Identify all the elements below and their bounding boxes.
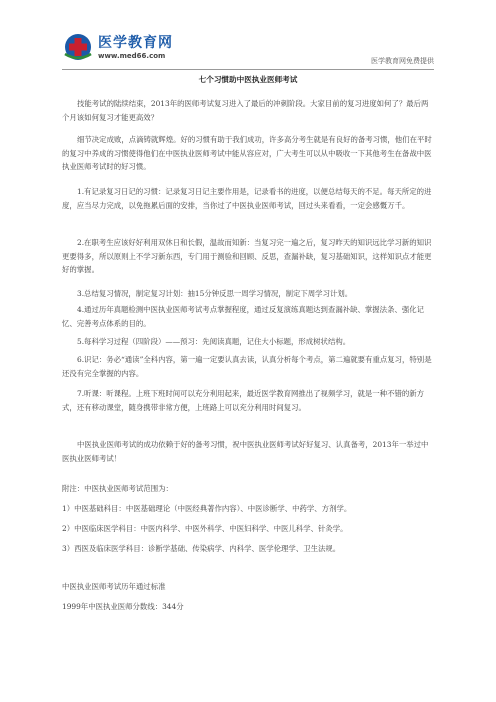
paragraph-habit-3: 3.总结复习情况，制定复习计划：抽15分钟反思一周学习情况，制定下周学习计划。	[77, 289, 353, 298]
logo-icon	[62, 32, 94, 62]
page-header	[62, 30, 434, 70]
paragraph-habit-2: 2.在职考生应该好好利用双休日和长假，温故而知新：当复习完一遍之后，复习昨天的知识远比学习新的知识更要得多，所以原则上不学习新东西，专门用于测验和回顾、反思，查漏补缺，复习基础知识，这样知识点才能更好的掌握。	[62, 238, 432, 274]
paragraph-habit-5: 5.每科学习过程（四阶段）——预习：先阅读真题，记住大小标题，形成树状结构。	[77, 337, 351, 346]
article-title: 七个习惯助中医执业医师考试	[198, 75, 298, 84]
header-note: 医学教育网免费提供	[371, 57, 434, 65]
logo-name: 医学教育网	[98, 35, 173, 51]
logo-url[interactable]: www.med66.com	[98, 52, 166, 60]
paragraph-conclusion: 中医执业医师考试的成功依赖于好的备考习惯，祝中医执业医师考试好好复习、认真备考，2013年一举过中医执业医师考试！	[62, 440, 429, 463]
pass-score-1999: 1999年中医执业医师分数线：344分	[62, 602, 184, 611]
header-divider	[62, 69, 434, 70]
appendix-item: 3）西医及临床医学科目：诊断学基础、传染病学、内科学、医学伦理学、卫生法规。	[62, 544, 341, 553]
site-logo[interactable]	[62, 30, 222, 66]
paragraph-habit-6: 6.识记：务必“通读”全科内容，第一遍一定要认真去读，认真分析每个考点，第二遍就要有重点复习，特别是还没有完全掌握的内容。	[62, 355, 432, 378]
paragraph-intro: 技能考试的陆续结束，2013年的医师考试复习进入了最后的冲刺阶段。大家目前的复习进度如何了？最后两个月该如何复习才能更高效？	[62, 99, 429, 122]
paragraph-habits-intro: 细节决定成败，点滴铸就辉煌。好的习惯有助于我们成功，许多高分考生就是有良好的备考习惯，他们在平时的复习中养成的习惯使得他们在中医执业医师考试中能从容应对，广大考生可以从中吸收一下其他考生在备战中医执业医师考试时的好习惯。	[62, 135, 432, 171]
paragraph-habit-4: 4.通过历年真题检测中医执业医师考试考点掌握程度，通过反复演练真题达到查漏补缺、掌握法条、强化记忆、完善考点体系的目的。	[62, 305, 425, 328]
appendix-intro: 附注：中医执业医师考试范围为：	[62, 484, 173, 493]
paragraph-habit-7: 7.听课：听课程。上班下班时间可以充分利用起来，最近医学教育网推出了视频学习，就是一种不错的新方式，还有移动课堂，随身携带非常方便，上班路上可以充分利用时间复习。	[62, 389, 425, 412]
appendix-item: 1）中医基础科目：中医基础理论（中医经典著作内容）、中医诊断学、中药学、方剂学。	[62, 504, 352, 513]
appendix-item: 2）中医临床医学科目：中医内科学、中医外科学、中医妇科学、中医儿科学、针灸学。	[62, 524, 348, 533]
paragraph-habit-1: 1.有记录复习日记的习惯：记录复习日记主要作用是，记录看书的进度，以便总结每天的不足。每天所定的进度，应当尽力完成，以免拖累后面的安排，当你过了中医执业医师考试，回过头来看看，一定会感慨万千。	[62, 187, 432, 210]
pass-standard-heading: 中医执业医师考试历年通过标准	[62, 582, 166, 591]
